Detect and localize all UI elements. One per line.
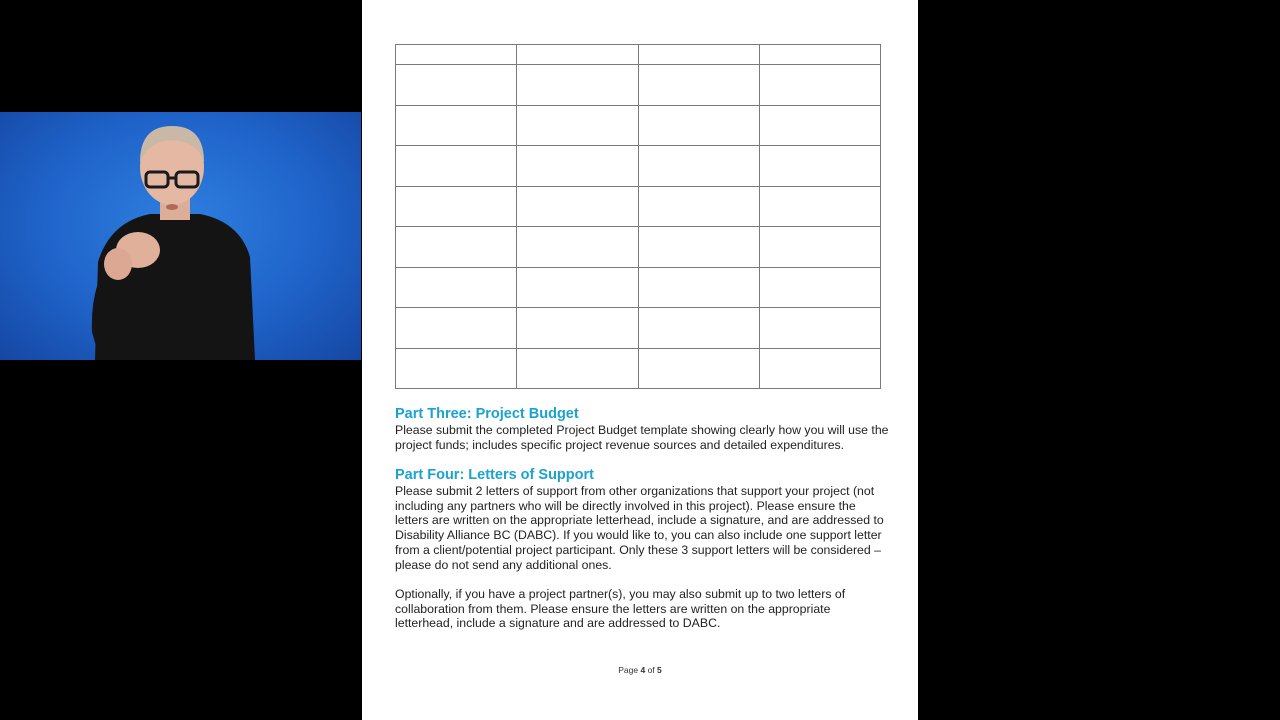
- page-label: Page: [618, 665, 639, 675]
- table-cell[interactable]: [759, 267, 880, 308]
- table-cell[interactable]: [396, 186, 517, 227]
- section-letters-of-support: [395, 467, 890, 572]
- table-row: [396, 348, 881, 389]
- table-cell[interactable]: [638, 227, 759, 268]
- table-cell[interactable]: [759, 308, 880, 349]
- table-cell[interactable]: [517, 105, 638, 146]
- table-cell[interactable]: [517, 267, 638, 308]
- section-optional-collaboration: [395, 587, 890, 631]
- table-cell[interactable]: [396, 45, 517, 65]
- section-heading: Part Four: Letters of Support: [395, 467, 594, 483]
- table-cell[interactable]: [517, 45, 638, 65]
- table-cell[interactable]: [759, 186, 880, 227]
- section-body: Optionally, if you have a project partner(s), you may also submit up to two letters of collaboration from them. Please ensure the letters are written on the appropriate letterhead, include a signature and are addressed to DABC.: [395, 587, 846, 631]
- interpreter-figure: [0, 112, 361, 360]
- table-cell[interactable]: [517, 348, 638, 389]
- table-cell[interactable]: [396, 308, 517, 349]
- table-cell[interactable]: [759, 105, 880, 146]
- table-row: [396, 186, 881, 227]
- table-row: [396, 227, 881, 268]
- sign-language-interpreter-video: [0, 112, 361, 360]
- section-body: Please submit 2 letters of support from other organizations that support your project (not including any partners who will be directly involved in this project). Please ensure the letters are written on the appropriate letterhead, include a signature, and are addressed to Disability Alliance BC (DABC). If you would like to, you can also include one support letter from a client/potential project participant. Only these 3 support letters will be considered – please do not send any additional ones.: [395, 484, 884, 572]
- total-pages: 5: [657, 665, 662, 675]
- table-cell[interactable]: [396, 227, 517, 268]
- table-cell[interactable]: [517, 308, 638, 349]
- table-cell[interactable]: [638, 186, 759, 227]
- table-cell[interactable]: [638, 105, 759, 146]
- table-cell[interactable]: [517, 186, 638, 227]
- table-cell[interactable]: [396, 267, 517, 308]
- table-cell[interactable]: [396, 146, 517, 187]
- table-row: [396, 308, 881, 349]
- table-cell[interactable]: [396, 105, 517, 146]
- section-body: Please submit the completed Project Budget template showing clearly how you will use the project funds; includes specific project revenue sources and detailed expenditures.: [395, 423, 889, 452]
- table-cell[interactable]: [396, 65, 517, 106]
- section-project-budget: [395, 406, 890, 452]
- table-cell[interactable]: [517, 65, 638, 106]
- section-heading: Part Three: Project Budget: [395, 406, 579, 422]
- table-cell[interactable]: [759, 348, 880, 389]
- table-row: [396, 267, 881, 308]
- table-row: [396, 105, 881, 146]
- table-cell[interactable]: [638, 146, 759, 187]
- table-cell[interactable]: [638, 348, 759, 389]
- current-page: 4: [640, 665, 646, 675]
- table-cell[interactable]: [759, 227, 880, 268]
- table-cell[interactable]: [517, 146, 638, 187]
- table-cell[interactable]: [638, 65, 759, 106]
- document-page: [362, 0, 918, 720]
- page-number: [362, 665, 918, 675]
- table-cell[interactable]: [759, 146, 880, 187]
- table-cell[interactable]: [638, 267, 759, 308]
- table-row: [396, 146, 881, 187]
- page-of: of: [647, 665, 655, 675]
- table-cell[interactable]: [396, 348, 517, 389]
- table-cell[interactable]: [759, 45, 880, 65]
- table-cell[interactable]: [638, 308, 759, 349]
- table-cell[interactable]: [517, 227, 638, 268]
- table-row: [396, 65, 881, 106]
- table-cell[interactable]: [759, 65, 880, 106]
- table-header-row: [396, 45, 881, 65]
- table-cell[interactable]: [638, 45, 759, 65]
- empty-form-table: [395, 44, 881, 389]
